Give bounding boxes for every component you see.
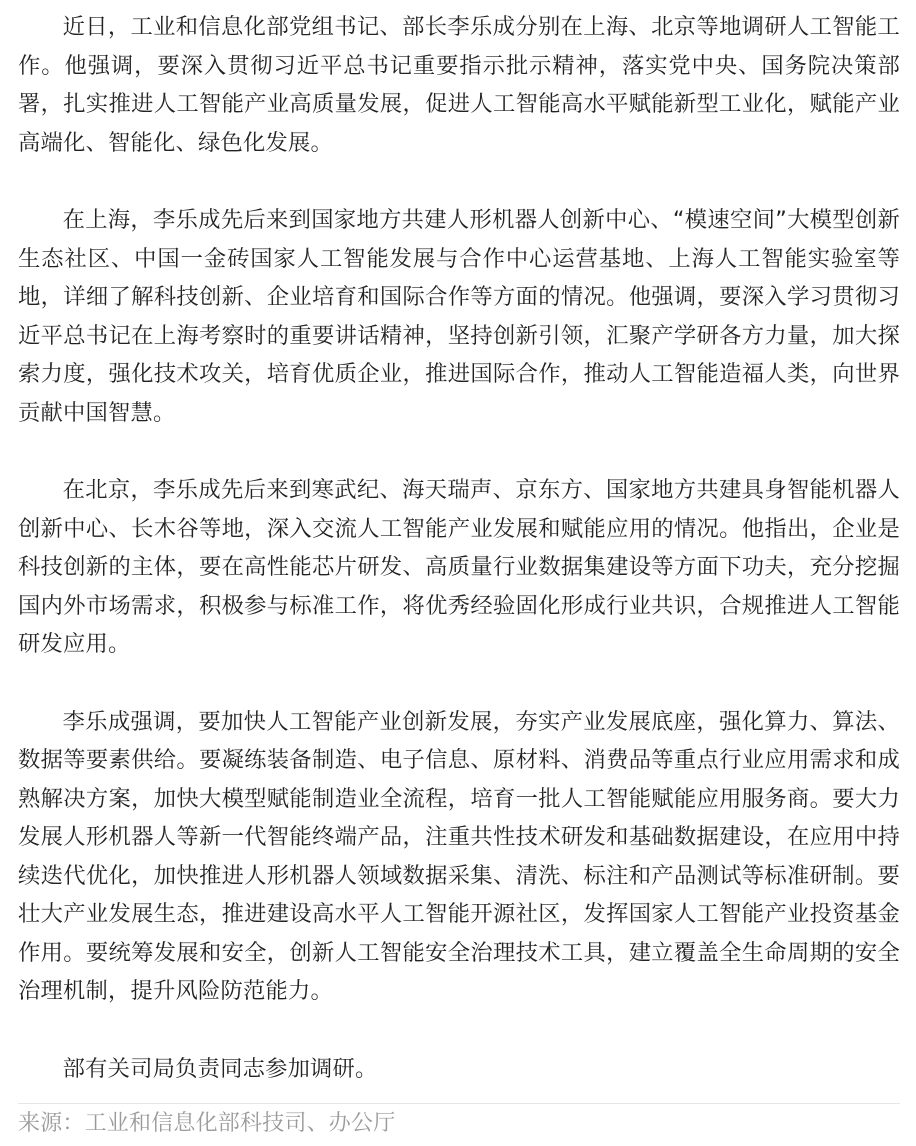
paragraph-beijing: 在北京，李乐成先后来到寒武纪、海天瑞声、京东方、国家地方共建具身智能机器人创新中心、长木谷等地，深入交流人工智能产业发展和赋能应用的情况。他指出，企业是科技创新的主体，要在高性能芯片研发、高质量行业数据集建设等方面下功夫，充分挖掘国内外市场需求，积极参与标准工作，将优秀经验固化形成行业共识，合规推进人工智能研发应用。	[18, 477, 900, 657]
paragraph-shanghai: 在上海，李乐成先后来到国家地方共建人形机器人创新中心、“模速空间”大模型创新生态社区、中国一金砖国家人工智能发展与合作中心运营基地、上海人工智能实验室等地，详细了解科技创新、企业培育和国际合作等方面的情况。他强调，要深入学习贯彻习近平总书记在上海考察时的重要讲话精神，坚持创新引领，汇聚产学研各方力量，加大探索力度，强化技术攻关，培育优质企业，推进国际合作，推动人工智能造福人类，向世界贡献中国智慧。	[18, 207, 900, 426]
article-body	[18, 8, 900, 1127]
paragraph-attendees: 部有关司局负责同志参加调研。	[62, 1055, 378, 1082]
paragraph-intro: 近日，工业和信息化部党组书记、部长李乐成分别在上海、北京等地调研人工智能工作。他强调，要深入贯彻习近平总书记重要指示批示精神，落实党中央、国务院决策部署，扎实推进人工智能产业高质量发展，促进人工智能高水平赋能新型工业化，赋能产业高端化、智能化、绿色化发展。	[18, 14, 900, 156]
paragraph-emphasis: 李乐成强调，要加快人工智能产业创新发展，夯实产业发展底座，强化算力、算法、数据等要素供给。要凝练装备制造、电子信息、原材料、消费品等重点行业应用需求和成熟解决方案，加快大模型赋能制造业全流程，培育一批人工智能赋能应用服务商。要大力发展人形机器人等新一代智能终端产品，注重共性技术研发和基础数据建设，在应用中持续迭代优化，加快推进人形机器人领域数据采集、清洗、标注和产品测试等标准研制。要壮大产业发展生态，推进建设高水平人工智能开源社区，发挥国家人工智能产业投资基金作用。要统筹发展和安全，创新人工智能安全治理技术工具，建立覆盖全生命周期的安全治理机制，提升风险防范能力。	[18, 708, 900, 1004]
source-text: 来源：工业和信息化部科技司、办公厅	[18, 1111, 396, 1136]
source-footer	[18, 1103, 900, 1140]
